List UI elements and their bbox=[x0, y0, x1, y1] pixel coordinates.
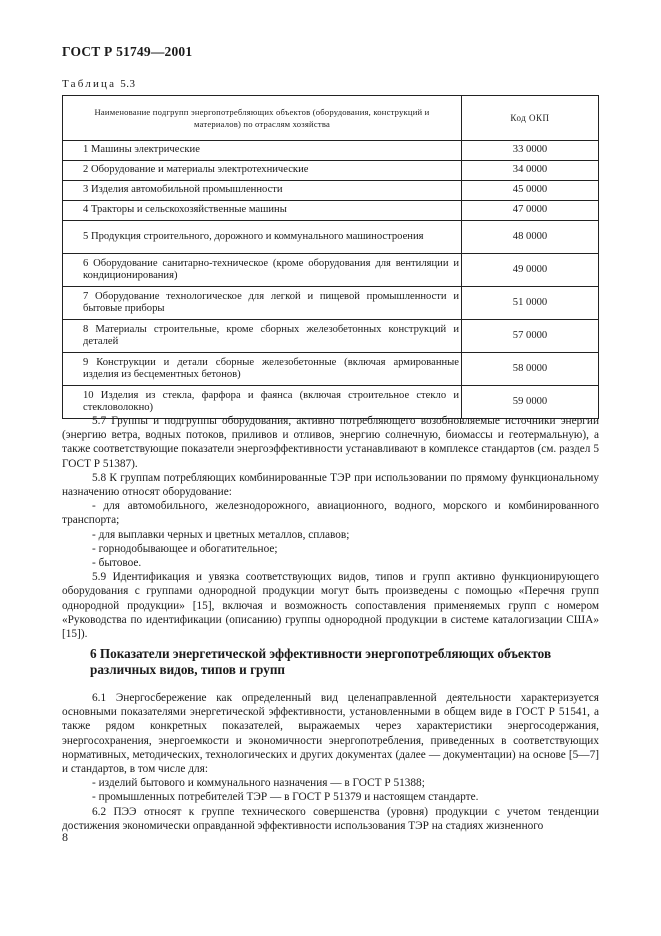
table-row bbox=[63, 181, 599, 201]
section-5-text bbox=[62, 414, 599, 641]
list-item: - для выплавки черных и цветных металлов, сплавов; bbox=[92, 528, 350, 541]
row-name: 2 Оборудование и материалы электротехнические bbox=[83, 164, 309, 176]
table-row bbox=[63, 221, 599, 254]
row-code: 34 0000 bbox=[462, 161, 599, 181]
section-6-heading bbox=[62, 646, 599, 678]
table-row bbox=[63, 141, 599, 161]
row-code: 51 0000 bbox=[462, 287, 599, 320]
row-name: 10 Изделия из стекла, фарфора и фаянса (включая строительное стекло и стекловолокно) bbox=[83, 389, 459, 413]
table-row bbox=[63, 161, 599, 181]
row-name-cell bbox=[63, 161, 462, 181]
paragraph-5-7: 5.7 Группы и подгруппы оборудования, активно потребляющего возобновляемые источники энергии (энергию ветра, водных потоков, приливов и отливов, энергию солнечную, биомассы и геотермальную), а также соответствующие показатели энергоэффективности устанавливают в комплексе стандартов (см. раздел 5 ГОСТ Р 51387). bbox=[62, 415, 599, 470]
row-name-cell bbox=[63, 254, 462, 287]
table-caption bbox=[62, 78, 135, 90]
row-name: 9 Конструкции и детали сборные железобетонные (включая армированные изделия из бесцементных бетонов) bbox=[83, 356, 459, 380]
table-row bbox=[63, 287, 599, 320]
row-name: 5 Продукция строительного, дорожного и коммунального машиностроения bbox=[83, 230, 424, 242]
row-code: 57 0000 bbox=[462, 320, 599, 353]
table-row bbox=[63, 201, 599, 221]
table-row bbox=[63, 254, 599, 287]
row-code: 49 0000 bbox=[462, 254, 599, 287]
row-code: 59 0000 bbox=[462, 386, 599, 419]
paragraph-6-2: 6.2 ПЭЭ относят к группе технического совершенства (уровня) продукции с учетом тенденции достижения экономически оправданной эффективности использования ТЭР на стадиях жизненного bbox=[62, 805, 599, 832]
paragraph-5-9: 5.9 Идентификация и увязка соответствующих видов, типов и групп активно функционирующего оборудования с группами однородной продукции могут быть произведены с помощью «Перечня групп однородной продукции» [15], включая и возможность сопоставления применяемых групп с номером «Руководства по идентификации (описанию) группы однородной продукции в системе каталогизации США» [15]). bbox=[62, 571, 599, 641]
row-code: 45 0000 bbox=[462, 181, 599, 201]
column-header-code: Код ОКП bbox=[462, 96, 599, 141]
row-name-cell bbox=[63, 181, 462, 201]
row-name-cell bbox=[63, 287, 462, 320]
section-title: 6 Показатели энергетической эффективности энергопотребляющих объектов различных видов, типов и групп bbox=[90, 646, 552, 677]
row-code: 47 0000 bbox=[462, 201, 599, 221]
list-item: - изделий бытового и коммунального назначения — в ГОСТ Р 51388; bbox=[92, 777, 425, 790]
row-name: 8 Материалы строительные, кроме сборных железобетонных конструкций и деталей bbox=[83, 323, 459, 347]
document-header: ГОСТ Р 51749—2001 bbox=[62, 44, 193, 59]
table-row bbox=[63, 320, 599, 353]
row-code: 48 0000 bbox=[462, 221, 599, 254]
paragraph-5-8: 5.8 К группам потребляющих комбинированные ТЭР при использовании по прямому функциональному назначению относят оборудование: bbox=[62, 471, 599, 499]
paragraph-6-1: 6.1 Энергосбережение как определенный вид целенаправленной деятельности характеризуется основными показателями энергетической эффективности, установленными в общем виде в ГОСТ Р 51541, а также рядом конкретных показателей, выражаемых через характеристики энергосодержания, энергосохранения, энергоемкости и экономичности энергопотребления, приведенных в соответствующих нормативных, методических, технологических и других документах (далее — документации) на основе [5—7] и стандартов, в том числе для: bbox=[62, 692, 599, 776]
section-6-text bbox=[62, 691, 599, 833]
table-row bbox=[63, 353, 599, 386]
column-header-name: Наименование подгрупп энергопотребляющих объектов (оборудования, конструкций и материалов) по отраслям хозяйства bbox=[63, 96, 462, 141]
list-item: - бытовое. bbox=[92, 557, 142, 570]
row-name: 6 Оборудование санитарно-техническое (кроме оборудования для вентиляции и кондиционирования) bbox=[83, 257, 459, 281]
row-name: 4 Тракторы и сельскохозяйственные машины bbox=[83, 204, 287, 216]
list-item: - горнодобывающее и обогатительное; bbox=[92, 542, 278, 555]
row-name: 1 Машины электрические bbox=[83, 144, 200, 156]
list-item: - для автомобильного, железнодорожного, авиационного, водного, морского и комбинированного транспорта; bbox=[62, 500, 599, 527]
page-number: 8 bbox=[62, 830, 68, 844]
row-code: 33 0000 bbox=[462, 141, 599, 161]
row-code: 58 0000 bbox=[462, 353, 599, 386]
row-name: 7 Оборудование технологическое для легкой и пищевой промышленности и бытовые приборы bbox=[83, 290, 459, 314]
row-name-cell bbox=[63, 320, 462, 353]
okp-table bbox=[62, 95, 599, 419]
table-header-row bbox=[63, 96, 599, 141]
row-name-cell bbox=[63, 221, 462, 254]
list-item: - промышленных потребителей ТЭР — в ГОСТ Р 51379 и настоящем стандарте. bbox=[92, 791, 479, 804]
row-name: 3 Изделия автомобильной промышленности bbox=[83, 184, 283, 196]
row-name-cell bbox=[63, 141, 462, 161]
table-caption-number: 5.3 bbox=[120, 78, 136, 90]
row-name-cell bbox=[63, 201, 462, 221]
table-caption-word: Таблица bbox=[62, 78, 117, 90]
row-name-cell bbox=[63, 353, 462, 386]
